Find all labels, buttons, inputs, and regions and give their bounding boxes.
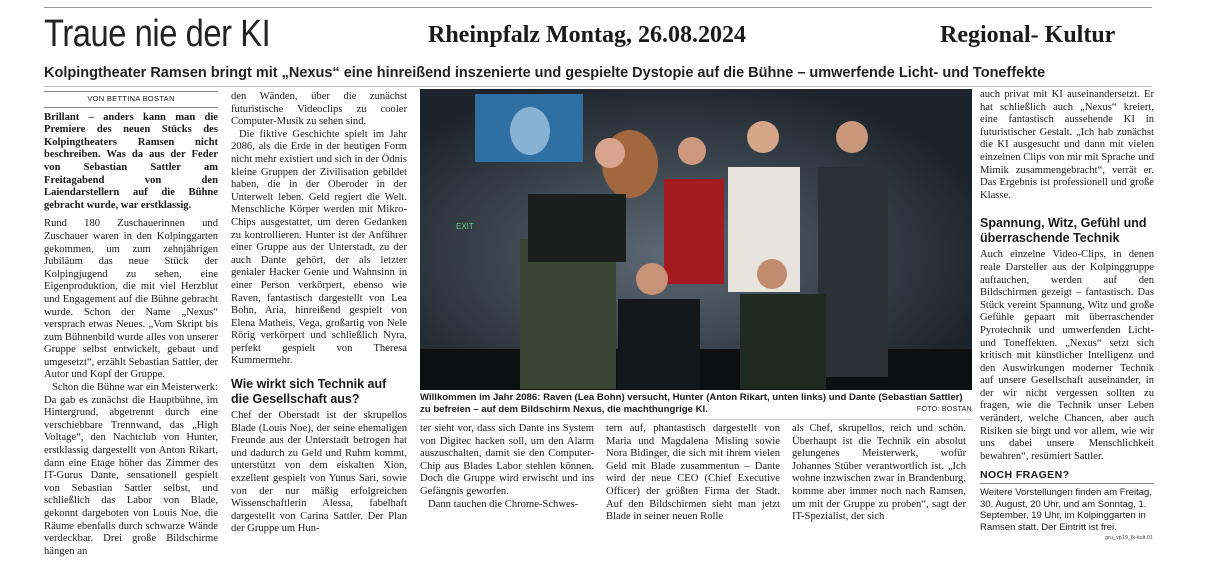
stage-photo-illustration	[420, 89, 972, 390]
paper-date: Rheinpfalz Montag, 26.08.2024	[428, 22, 746, 48]
photo-credit: FOTO: BOSTAN	[916, 405, 972, 413]
paragraph: den Wänden, über die zunächst futuristische Videoclips zu cooler Computer-Musik zu sehen sind.	[231, 91, 407, 128]
lead-paragraph: Brillant – anders kann man die Premiere des neuen Stücks des Kolpingtheaters Ramsen nicht beschreiben. Was da aus der Feder von Sebastian Sattler am Freitagabend von den Laiendarstellern auf die Bühne gebracht wurde, war erstklassig.	[44, 111, 218, 211]
headline: Traue nie der KI	[44, 13, 271, 55]
section-heading: Wie wirkt sich Technik auf die Gesellschaft aus?	[231, 377, 387, 406]
article-column-5	[792, 423, 966, 524]
byline: VON BETTINA BOSTAN	[44, 91, 218, 108]
article-column-6	[980, 89, 1154, 533]
paragraph: Rund 180 Zuschauerinnen und Zuschauer waren in den Kolpinggarten gekommen, um zum zehnjährigen Jubiläum das neue Stück der Kolpingjugend zu sehen, eine Eigenproduktion, die mit viel Herzblut und Engagement auf die Bühne gebracht wurde. Schon der Name „Nexus“ versprach etwas Neues. „Vom Skript bis zum Bühnenbild wurde alles von unserer Gruppe selbst entwickelt, gebaut und umgesetzt“, erzählt Sebastian Sattler, der Autor und Kopf der Gruppe.	[44, 218, 218, 381]
paragraph: Schon die Bühne war ein Meisterwerk: Da gab es zunächst die Hauptbühne, im Hintergrund, abgetrennt durch eine verschiebbare Trennwand, das „High Voltage“, den Nachtclub von Hunter, erstklassig dargestellt von Anton Rikart, dann eine Etage höher das Zimmer des IT-Gurus Dante, sensationell gespielt von Sebastian Sattler selbst, und schließlich das Labor von Blade, gekonnt dargeboten von Louis Noe, die Räume ebenfalls durch schwarze Wände verdeckbar. Drei große Bildschirme hängen an	[44, 382, 218, 557]
paragraph: Auch einzelne Video-Clips, in denen reale Darsteller aus der Kolpinggruppe auftauchen, werden auf den Bildschirmen gezeigt – fantastisch. Das Stück vereint Spannung, Witz und große Gefühle gepaart mit überraschender Pyrotechnik und umwerfenden Licht- und Toneffekten. „Nexus“ setzt sich kritisch mit künstlicher Intelligenz und den Auswirkungen moderner Technik auf unsere Gesellschaft auseinander, in der wir nicht vergessen sollten zu fragen, wie die Technik unser Leben verändert, welche Chancen, aber auch Risiken sie birgt und vor allem, wie wir uns dabei unsere Menschlichkeit bewahren“, resümiert Sattler.	[980, 249, 1154, 462]
paragraph: Die fiktive Geschichte spielt im Jahr 2086, als die Erde in der heutigen Form nicht mehr existiert und sich in der Ödnis kleine Gruppen der Zivilisation gebildet haben, die in der Oberoder in der Unterwelt leben. Geld regiert die Welt. Menschliche Körper werden mit Mikro-Chips ausgestattet, um deren Gedanken zu kontrollieren. Hunter ist der Anführer einer Gruppe aus der Unterstadt, zu der auch Dante gehört, der als letzter genialer Hacker Genie und Wahnsinn in einer Person verkörpert, ebenso wie Raven, fantastisch dargestellt von Lea Bohn, Aria, hinreißend gespielt von Elena Matheis, Vega, großartig von Nele Rörig verkörpert und schließlich Nyra, perfekt gespielt von Theresa Kummermehr.	[231, 128, 407, 367]
subheadline: Kolpingtheater Ramsen bringt mit „Nexus“ eine hinreißend inszenierte und gespielte Dystopie auf die Bühne – umwerfende Licht- und Toneffekte	[44, 65, 1046, 81]
exit-sign: EXIT	[456, 222, 474, 231]
paragraph: als Chef, skrupellos, reich und schön. Überhaupt ist die Technik ein absolut gelungenes Meisterwerk, wofür Johannes Stüber verantwortlich ist. „Ich wohne inzwischen zwar in Brandenburg, komme aber immer noch nach Ramsen, um mit der Gruppe zu proben“, sagt der IT-Spezialist, der sich	[792, 423, 966, 523]
paragraph: tern auf, phantastisch dargestellt von Maria und Magdalena Misling sowie Nora Bidinger, die sich mit ihrem vielen Geld mit Blade zusammentun – Dante wird der neue CEO (Chief Executive Officer) der größten Firma der Stadt. Auf den Bildschirmen sieht man jetzt Blade in seiner neuen Rolle	[606, 423, 780, 523]
article-column-2	[231, 91, 407, 536]
paragraph: auch privat mit KI auseinandersetzt. Er hat schließlich auch „Nexus“ kreiert, eine fantastisch aussehende KI in futuristischer Gestalt. „Ich hab zunächst die KI ausgesucht und dann mit vielen einzelnen Clips von mir mit Sprache und Mimik zusammengebracht“, verrät er. Das Ergebnis ist professionell und große Klasse.	[980, 89, 1154, 201]
info-box-title: NOCH FRAGEN?	[980, 469, 1154, 484]
article-column-3	[420, 423, 594, 511]
paragraph: Dann tauchen die Chrome-Schwes-	[428, 498, 579, 510]
section-heading: Spannung, Witz, Gefühl und überraschende Technik	[980, 216, 1147, 245]
subhead-rule	[44, 86, 1152, 87]
info-box-text: Weitere Vorstellungen finden am Freitag, 30. August, 20 Uhr, und am Sonntag, 1. September, 19 Uhr, im Kolpinggarten in Ramsen statt. Der Eintritt ist frei.	[980, 487, 1152, 533]
article-column-1	[44, 91, 218, 558]
paragraph: ter sieht vor, dass sich Dante ins System von Digitec hacken soll, um den Alarm auszuschalten, damit sie den Computer-Chip aus Blades Labor stehlen können. Doch die Gruppe wird erwischt und ins Gefängnis geworfen.	[420, 423, 594, 497]
photo-caption	[420, 392, 972, 416]
stage-photo	[420, 89, 972, 390]
section-label: Regional- Kultur	[940, 22, 1116, 48]
caption-text: Willkommen im Jahr 2086: Raven (Lea Bohn) versucht, Hunter (Anton Rikart, unten links) und Dante (Sebastian Sattler) zu befreien – auf dem Bildschirm Nexus, die machthungrige KI.	[420, 392, 963, 415]
top-rule	[44, 7, 1152, 8]
paragraph: Chef der Oberstadt ist der skrupellos Blade (Louis Noe), der seine ehemaligen Freunde aus der Unterstadt betrogen hat und dadurch zu Geld und Ruhm kommt, unterstützt von dem eiskalten Xion, exzellent gespielt von Yunus Sari, sowie von der nur mäßig erfolgreichen Wissenschaftlerin Alessa, fabelhaft dargestellt von Carina Sattler. Der Plan der Gruppe um Hun-	[231, 410, 407, 535]
page-code: gru_vp19_lk-kult.01	[1104, 535, 1153, 541]
caption-rule	[420, 419, 972, 420]
article-column-4	[606, 423, 780, 524]
